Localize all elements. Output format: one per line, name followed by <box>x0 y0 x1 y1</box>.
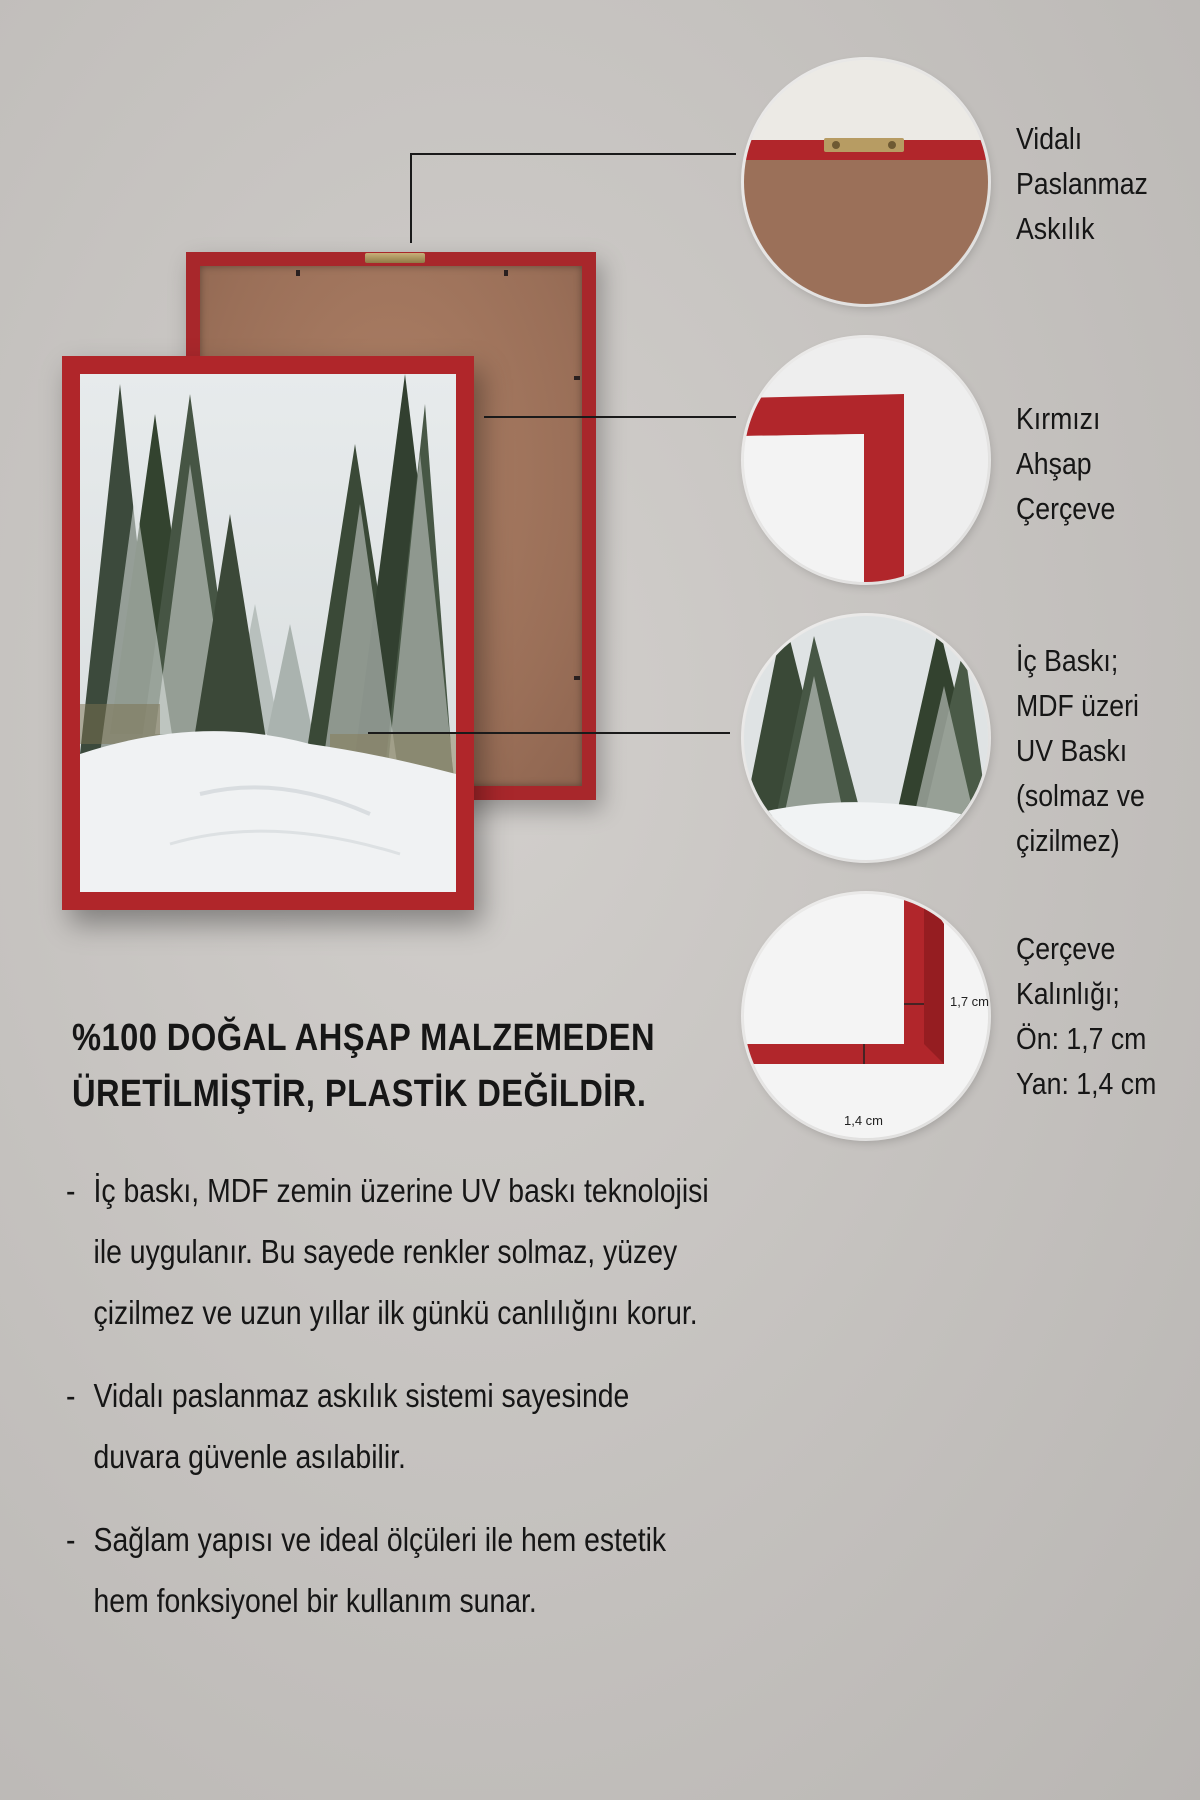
hanger-callout <box>1016 116 1148 251</box>
feature-text: İç baskı, MDF zemin üzerine UV baskı teknolojisi ile uygulanır. Bu sayede renkler solmaz, yüzey çizilmez ve uzun yıllar ilk günkü canlılığını korur. <box>93 1172 709 1331</box>
print-detail-circle <box>744 616 988 860</box>
hanger-detail-circle <box>744 60 988 304</box>
callout-line: Askılık <box>1016 211 1095 246</box>
heading-line: ÜRETİLMİŞTİR, PLASTİK DEĞİLDİR. <box>72 1073 647 1115</box>
hanger-detail-image <box>744 60 988 304</box>
callout-line: Kırmızı <box>1016 401 1101 436</box>
callout-line: Vidalı <box>1016 121 1083 156</box>
dimension-front-label: 1,7 cm <box>950 994 990 1009</box>
feature-text: Sağlam yapısı ve ideal ölçüleri ile hem estetik hem fonksiyonel bir kullanım sunar. <box>93 1521 667 1619</box>
bullet-marker: - <box>66 1172 76 1209</box>
frame-front-view <box>62 356 474 910</box>
bullet-marker: - <box>66 1521 76 1558</box>
callout-line: Paslanmaz <box>1016 166 1148 201</box>
feature-item <box>66 1160 720 1343</box>
frame-clip <box>296 270 300 276</box>
callout-line: Çerçeve <box>1016 931 1116 966</box>
feature-text: Vidalı paslanmaz askılık sistemi sayesinde duvara güvenle asılabilir. <box>93 1377 630 1475</box>
connector-line-print <box>368 732 730 734</box>
frame-corner-circle <box>744 338 988 582</box>
material-heading <box>72 1010 655 1122</box>
feature-item <box>66 1365 720 1487</box>
heading-line: %100 DOĞAL AHŞAP MALZEMEDEN <box>72 1017 655 1059</box>
dimension-side-label: 1,4 cm <box>844 1113 884 1128</box>
print-detail-image <box>744 616 988 860</box>
frame-clip <box>504 270 508 276</box>
thickness-callout <box>1016 926 1156 1106</box>
callout-line: Çerçeve <box>1016 491 1116 526</box>
callout-line: İç Baskı; <box>1016 643 1119 678</box>
callout-line: Ahşap <box>1016 446 1092 481</box>
bullet-marker: - <box>66 1377 76 1414</box>
callout-line: Yan: 1,4 cm <box>1016 1066 1157 1101</box>
frame-callout <box>1016 396 1115 531</box>
callout-line: UV Baskı <box>1016 733 1128 768</box>
frame-corner-image <box>744 338 988 582</box>
callout-line: çizilmez) <box>1016 823 1120 858</box>
thickness-diagram <box>744 894 988 1138</box>
callout-line: Ön: 1,7 cm <box>1016 1021 1147 1056</box>
connector-line-hanger <box>410 153 736 155</box>
callout-line: (solmaz ve <box>1016 778 1145 813</box>
print-callout <box>1016 638 1145 863</box>
callout-line: MDF üzeri <box>1016 688 1139 723</box>
connector-line-frame <box>484 416 736 418</box>
winter-forest-print <box>80 374 456 892</box>
winter-forest-image <box>80 374 456 892</box>
connector-line-hanger-vertical <box>410 153 412 243</box>
feature-item <box>66 1509 720 1631</box>
frame-clip <box>574 376 580 380</box>
frame-clip <box>574 676 580 680</box>
hanger-bracket <box>365 253 425 263</box>
thickness-circle <box>744 894 988 1138</box>
callout-line: Kalınlığı; <box>1016 976 1120 1011</box>
feature-list <box>66 1160 826 1653</box>
